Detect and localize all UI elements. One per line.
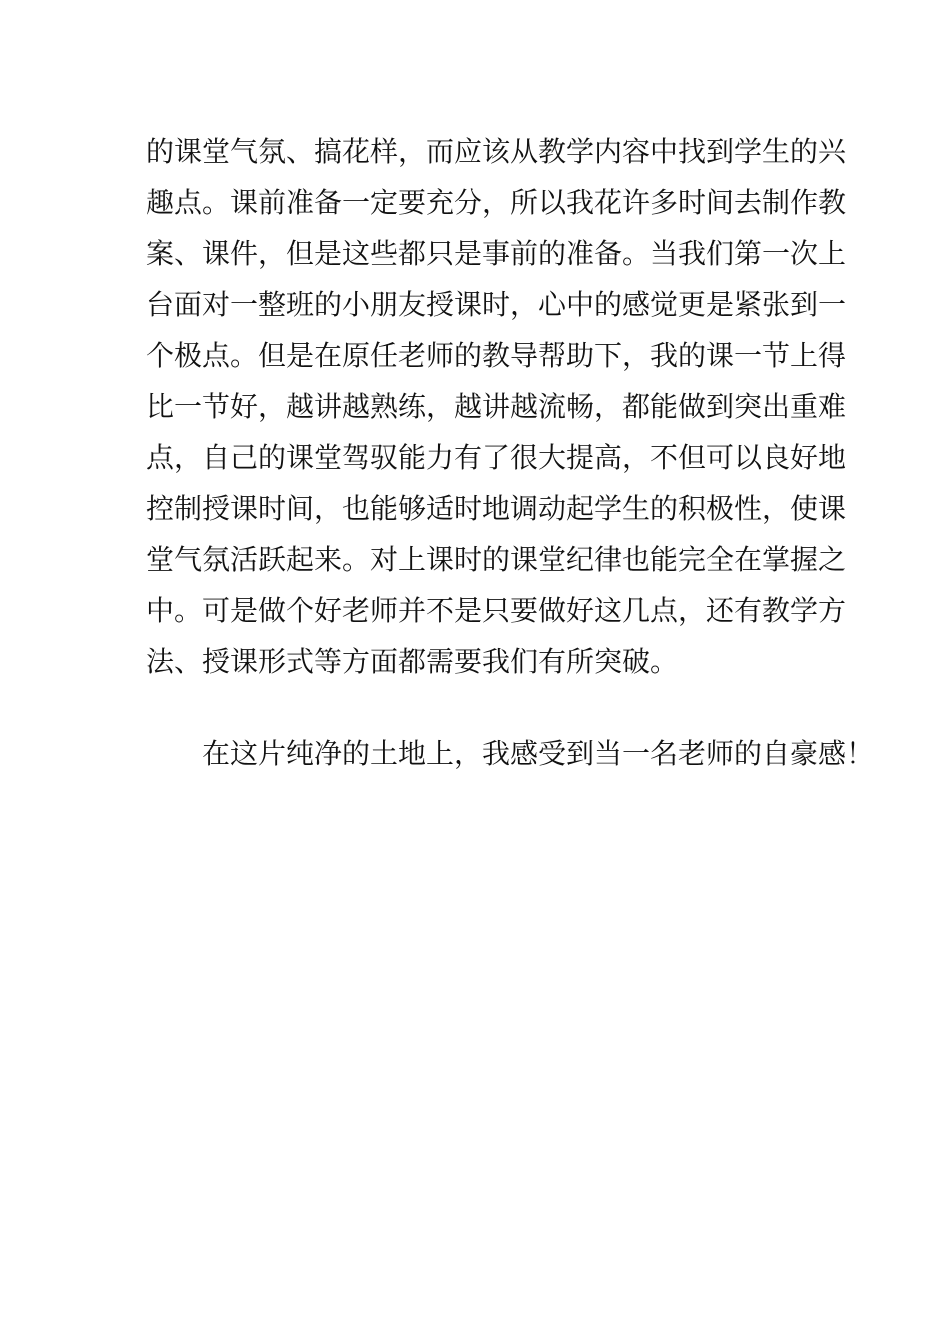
paragraph-1-line: 案、课件，但是这些都只是事前的准备。当我们第一次上 [146,237,847,270]
paragraph-1-line: 个极点。但是在原任老师的教导帮助下，我的课一节上得 [146,339,847,372]
paragraph-1-line: 趣点。课前准备一定要充分，所以我花许多时间去制作教 [146,186,847,219]
paragraph-1-line: 比一节好，越讲越熟练，越讲越流畅，都能做到突出重难 [146,390,847,423]
paragraph-1-line: 堂气氛活跃起来。对上课时的课堂纪律也能完全在掌握之 [146,543,847,576]
paragraph-1-line: 台面对一整班的小朋友授课时，心中的感觉更是紧张到一 [146,288,847,321]
paragraph-2: 在这片纯净的土地上，我感受到当一名老师的自豪感！ [202,737,875,770]
paragraph-1 [146,126,847,687]
paragraph-1-line: 的课堂气氛、搞花样，而应该从教学内容中找到学生的兴 [146,135,847,168]
paragraph-1-line: 中。可是做个好老师并不是只要做好这几点，还有教学方 [146,594,847,627]
paragraph-1-line: 法、授课形式等方面都需要我们有所突破。 [146,645,679,678]
paragraph-1-line: 点，自己的课堂驾驭能力有了很大提高，不但可以良好地 [146,441,847,474]
paragraph-1-line: 控制授课时间，也能够适时地调动起学生的积极性，使课 [146,492,847,525]
